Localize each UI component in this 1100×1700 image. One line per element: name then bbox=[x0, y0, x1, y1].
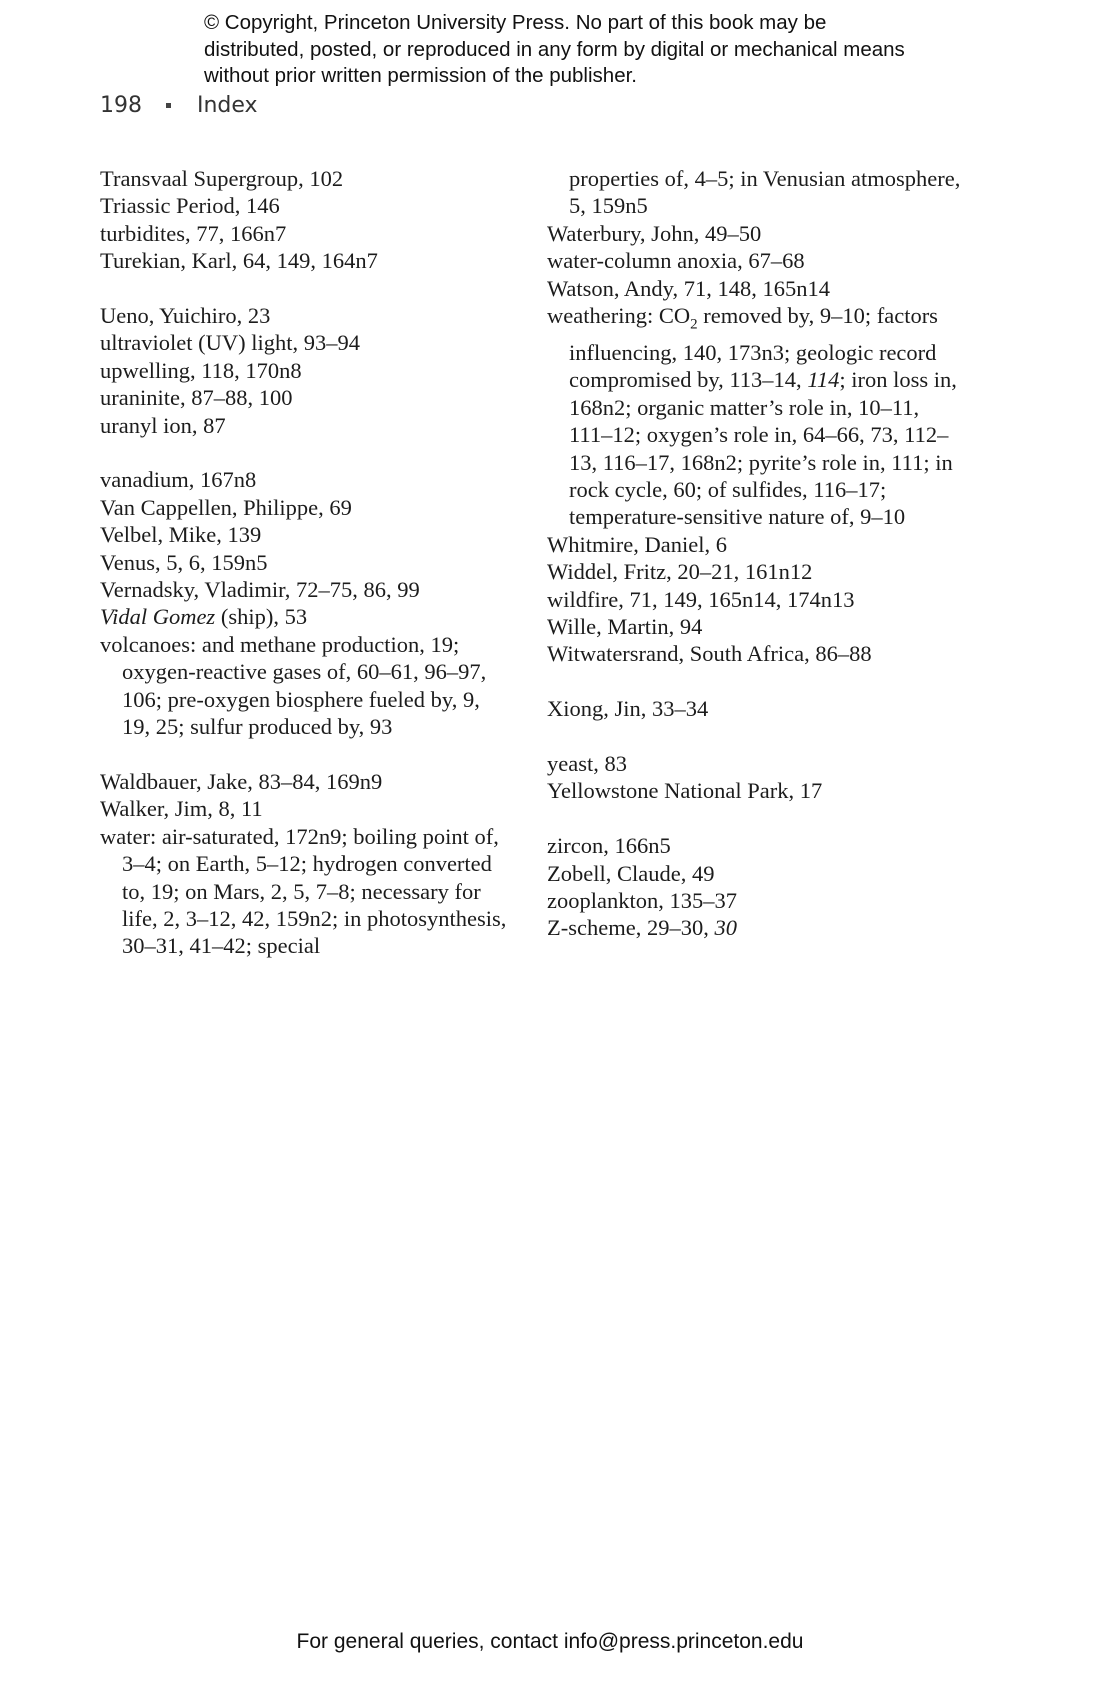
running-head bbox=[100, 93, 258, 118]
italic-term: 114 bbox=[807, 367, 840, 393]
index-entry: uranyl ion, 87 bbox=[100, 412, 226, 438]
letter-group-gap bbox=[100, 275, 510, 302]
index-entry: Yellowstone National Park, 17 bbox=[547, 778, 823, 804]
index-entry: Widdel, Fritz, 20–21, 161n12 bbox=[547, 559, 813, 585]
index-entry: Waterbury, John, 49–50 bbox=[547, 220, 762, 246]
index-column-right bbox=[547, 165, 967, 942]
index-entry: turbidites, 77, 166n7 bbox=[100, 220, 287, 246]
letter-group-gap bbox=[100, 439, 510, 466]
italic-term: Vidal Gomez bbox=[100, 604, 216, 630]
index-entry: Waldbauer, Jake, 83–84, 169n9 bbox=[100, 768, 383, 794]
letter-group-gap bbox=[547, 805, 967, 832]
index-entry: wildfire, 71, 149, 165n14, 174n13 bbox=[547, 586, 855, 612]
entry-text: ; iron loss in, 168n2; organic matter’s role in, 10–11, 111–12; oxygen’s role in, 64–66, 73, 112–13, 116–17, 168n2; pyrite’s role in, 111; in rock cycle, 60; of sulfides, 116–17; temperature-sensitive nature of, 9–10 bbox=[569, 367, 957, 530]
letter-group-gap bbox=[547, 668, 967, 695]
entry-text: removed by, 9–10; factors influencing, 140, 173n3; geologic record compromised by, 113–14, bbox=[569, 303, 938, 393]
section-title: Index bbox=[197, 93, 258, 118]
entry-text: weathering: CO bbox=[547, 303, 691, 329]
letter-group-gap bbox=[547, 723, 967, 750]
index-entry: Xiong, Jin, 33–34 bbox=[547, 696, 709, 722]
index-entry: Vernadsky, Vladimir, 72–75, 86, 99 bbox=[100, 577, 420, 603]
subscript: 2 bbox=[690, 316, 698, 333]
index-entry: Ueno, Yuichiro, 23 bbox=[100, 303, 271, 329]
italic-term: 30 bbox=[714, 915, 737, 941]
index-entry: uraninite, 87–88, 100 bbox=[100, 385, 293, 411]
separator-bullet bbox=[166, 103, 171, 108]
index-entry: yeast, 83 bbox=[547, 751, 627, 776]
index-entry: Walker, Jim, 8, 11 bbox=[100, 796, 263, 822]
index-entry: water-column anoxia, 67–68 bbox=[547, 248, 805, 274]
index-column-left bbox=[100, 165, 510, 960]
index-entry: water: air-saturated, 172n9; boiling point of, 3–4; on Earth, 5–12; hydrogen converted to, 19; on Mars, 2, 5, 7–8; necessary for life, 2, 3–12, 42, 159n2; in photosynthesis, 30–31, 41–42; special bbox=[100, 823, 507, 959]
copyright-notice: © Copyright, Princeton University Press. No part of this book may be distributed, posted, or reproduced in any form by digital or mechanical means without prior written permission of the publisher. bbox=[204, 11, 905, 87]
index-entry bbox=[547, 302, 967, 531]
index-entry: Zobell, Claude, 49 bbox=[547, 860, 715, 886]
index-entry: Witwatersrand, South Africa, 86–88 bbox=[547, 641, 872, 667]
index-entry: Triassic Period, 146 bbox=[100, 193, 280, 219]
index-entry: Watson, Andy, 71, 148, 165n14 bbox=[547, 275, 830, 301]
index-entry bbox=[547, 914, 967, 941]
index-entry-continuation: properties of, 4–5; in Venusian atmosphere, 5, 159n5 bbox=[569, 166, 961, 219]
index-entry: Wille, Martin, 94 bbox=[547, 614, 703, 639]
index-entry: Van Cappellen, Philippe, 69 bbox=[100, 494, 352, 520]
entry-text: (ship), 53 bbox=[215, 604, 308, 630]
contact-footer: For general queries, contact info@press.princeton.edu bbox=[296, 1630, 804, 1653]
letter-group-gap bbox=[100, 741, 510, 768]
index-entry: Whitmire, Daniel, 6 bbox=[547, 531, 727, 557]
index-entry: volcanoes: and methane production, 19; oxygen-reactive gases of, 60–61, 96–97, 106; pre-oxygen biosphere fueled by, 9, 19, 25; sulfur produced by, 93 bbox=[100, 631, 487, 740]
index-entry: zircon, 166n5 bbox=[547, 833, 671, 859]
index-entry: ultraviolet (UV) light, 93–94 bbox=[100, 330, 360, 356]
entry-text: Z-scheme, 29–30, bbox=[547, 915, 715, 941]
index-entry: Transvaal Supergroup, 102 bbox=[100, 166, 344, 191]
index-entry bbox=[100, 603, 510, 630]
index-entry: zooplankton, 135–37 bbox=[547, 888, 737, 914]
index-entry: Velbel, Mike, 139 bbox=[100, 522, 262, 548]
index-entry: Turekian, Karl, 64, 149, 164n7 bbox=[100, 248, 378, 274]
page-number: 198 bbox=[100, 93, 142, 118]
index-entry: Venus, 5, 6, 159n5 bbox=[100, 549, 268, 575]
index-entry: vanadium, 167n8 bbox=[100, 467, 257, 493]
index-entry: upwelling, 118, 170n8 bbox=[100, 357, 302, 383]
